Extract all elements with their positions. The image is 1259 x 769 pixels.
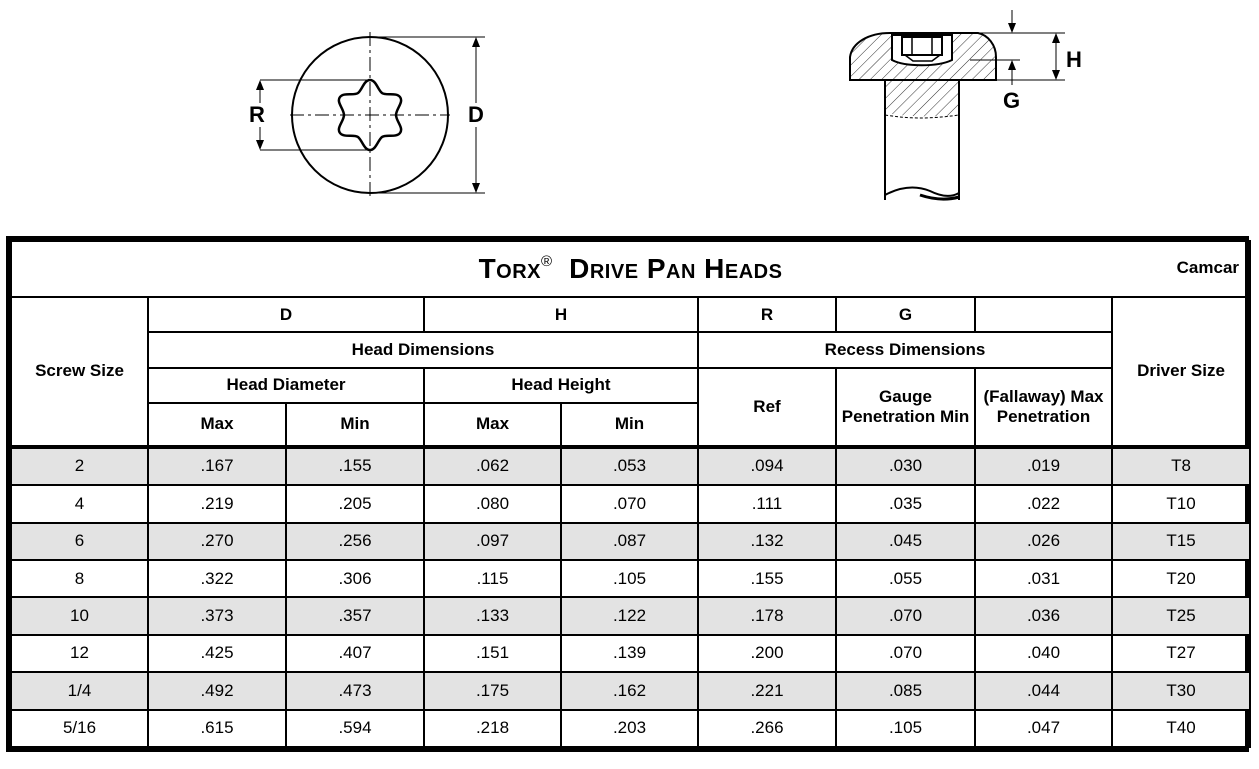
cell-gauge-penetration-min: .055 [836,560,975,597]
cell-recess-ref: .221 [698,672,836,709]
cell-head-height-min: .122 [561,597,698,634]
h-dimension-label: H [1066,47,1082,72]
cell-head-height-min: .162 [561,672,698,709]
title-torx: Torx [478,253,542,285]
cell-head-diameter-max: .322 [148,560,286,597]
cell-head-diameter-max: .425 [148,635,286,672]
cell-gauge-penetration-min: .105 [836,710,975,748]
cell-head-height-min: .203 [561,710,698,748]
cell-fallaway-max-penetration: .047 [975,710,1112,748]
cell-driver-size: T20 [1112,560,1250,597]
cell-recess-ref: .155 [698,560,836,597]
cell-gauge-penetration-min: .030 [836,447,975,485]
recess-dimensions-header: Recess Dimensions [698,332,1112,367]
cell-fallaway-max-penetration: .022 [975,485,1112,522]
cell-head-diameter-max: .373 [148,597,286,634]
table-title-cell [11,241,1250,297]
cell-screw-size: 12 [11,635,148,672]
title-rest: Drive Pan Heads [569,253,783,285]
cell-recess-ref: .266 [698,710,836,748]
cell-head-diameter-min: .594 [286,710,424,748]
cell-fallaway-max-penetration: .019 [975,447,1112,485]
screw-size-header: Screw Size [11,297,148,447]
cell-screw-size: 2 [11,447,148,485]
cell-gauge-penetration-min: .070 [836,597,975,634]
cell-head-diameter-max: .270 [148,523,286,560]
cell-head-diameter-min: .155 [286,447,424,485]
table-row [11,672,1250,709]
cell-gauge-penetration-min: .070 [836,635,975,672]
cell-recess-ref: .178 [698,597,836,634]
cell-head-diameter-min: .407 [286,635,424,672]
cell-head-height-max: .080 [424,485,561,522]
cell-head-height-max: .218 [424,710,561,748]
cell-head-height-min: .070 [561,485,698,522]
cell-head-height-min: .087 [561,523,698,560]
cell-driver-size: T40 [1112,710,1250,748]
cell-gauge-penetration-min: .045 [836,523,975,560]
g-dimension-label: G [1003,88,1021,113]
cell-fallaway-max-penetration: .040 [975,635,1112,672]
d-dimension-label: D [468,102,484,127]
pan-head-side-view-figure [820,5,1100,210]
table-row [11,635,1250,672]
cell-gauge-penetration-min: .085 [836,672,975,709]
cell-driver-size: T27 [1112,635,1250,672]
cell-fallaway-max-penetration: .044 [975,672,1112,709]
cell-head-height-max: .151 [424,635,561,672]
cell-driver-size: T10 [1112,485,1250,522]
cell-head-diameter-max: .492 [148,672,286,709]
cell-recess-ref: .094 [698,447,836,485]
head-dimensions-header: Head Dimensions [148,332,698,367]
torx-pan-head-table [6,236,1249,752]
head-diameter-min-header: Min [286,403,424,447]
cell-fallaway-max-penetration: .036 [975,597,1112,634]
cell-head-height-max: .062 [424,447,561,485]
cell-fallaway-max-penetration: .026 [975,523,1112,560]
dimensions-table [10,240,1251,748]
torx-top-view-figure [230,20,510,205]
cell-head-height-min: .053 [561,447,698,485]
cell-head-height-max: .175 [424,672,561,709]
cell-head-diameter-max: .167 [148,447,286,485]
head-diameter-max-header: Max [148,403,286,447]
table-body [11,447,1250,747]
cell-driver-size: T30 [1112,672,1250,709]
registered-mark: ® [541,253,553,271]
cell-fallaway-max-penetration: .031 [975,560,1112,597]
col-letter-g: G [836,297,975,332]
cell-screw-size: 1/4 [11,672,148,709]
gauge-penetration-header: Gauge Penetration Min [836,368,975,447]
brand-label: Camcar [1176,258,1240,277]
cell-recess-ref: .111 [698,485,836,522]
cell-driver-size: T8 [1112,447,1250,485]
cell-head-diameter-min: .473 [286,672,424,709]
cell-screw-size: 5/16 [11,710,148,748]
cell-head-height-max: .115 [424,560,561,597]
cell-screw-size: 10 [11,597,148,634]
col-letter-r: R [698,297,836,332]
cell-driver-size: T15 [1112,523,1250,560]
cell-screw-size: 4 [11,485,148,522]
pan-head-side-view-drawing [820,5,1100,210]
col-letter-blank [975,297,1112,332]
cell-head-diameter-min: .205 [286,485,424,522]
ref-header: Ref [698,368,836,447]
cell-head-diameter-min: .256 [286,523,424,560]
cell-head-diameter-max: .615 [148,710,286,748]
fallaway-penetration-header: (Fallaway) Max Penetration [975,368,1112,447]
cell-head-diameter-min: .306 [286,560,424,597]
table-row [11,710,1250,748]
head-diameter-header: Head Diameter [148,368,424,403]
cell-head-diameter-min: .357 [286,597,424,634]
head-height-max-header: Max [424,403,561,447]
cell-head-diameter-max: .219 [148,485,286,522]
cell-head-height-min: .139 [561,635,698,672]
cell-recess-ref: .132 [698,523,836,560]
col-letter-h: H [424,297,698,332]
head-height-min-header: Min [561,403,698,447]
cell-gauge-penetration-min: .035 [836,485,975,522]
table-row [11,560,1250,597]
table-row [11,485,1250,522]
cell-head-height-max: .097 [424,523,561,560]
driver-size-header: Driver Size [1112,297,1250,447]
cell-driver-size: T25 [1112,597,1250,634]
col-letter-d: D [148,297,424,332]
table-row [11,447,1250,485]
cell-head-height-min: .105 [561,560,698,597]
cell-screw-size: 6 [11,523,148,560]
r-dimension-label: R [249,102,265,127]
table-title [479,253,783,284]
cell-screw-size: 8 [11,560,148,597]
table-row [11,523,1250,560]
head-height-header: Head Height [424,368,698,403]
cell-recess-ref: .200 [698,635,836,672]
table-row [11,597,1250,634]
cell-head-height-max: .133 [424,597,561,634]
